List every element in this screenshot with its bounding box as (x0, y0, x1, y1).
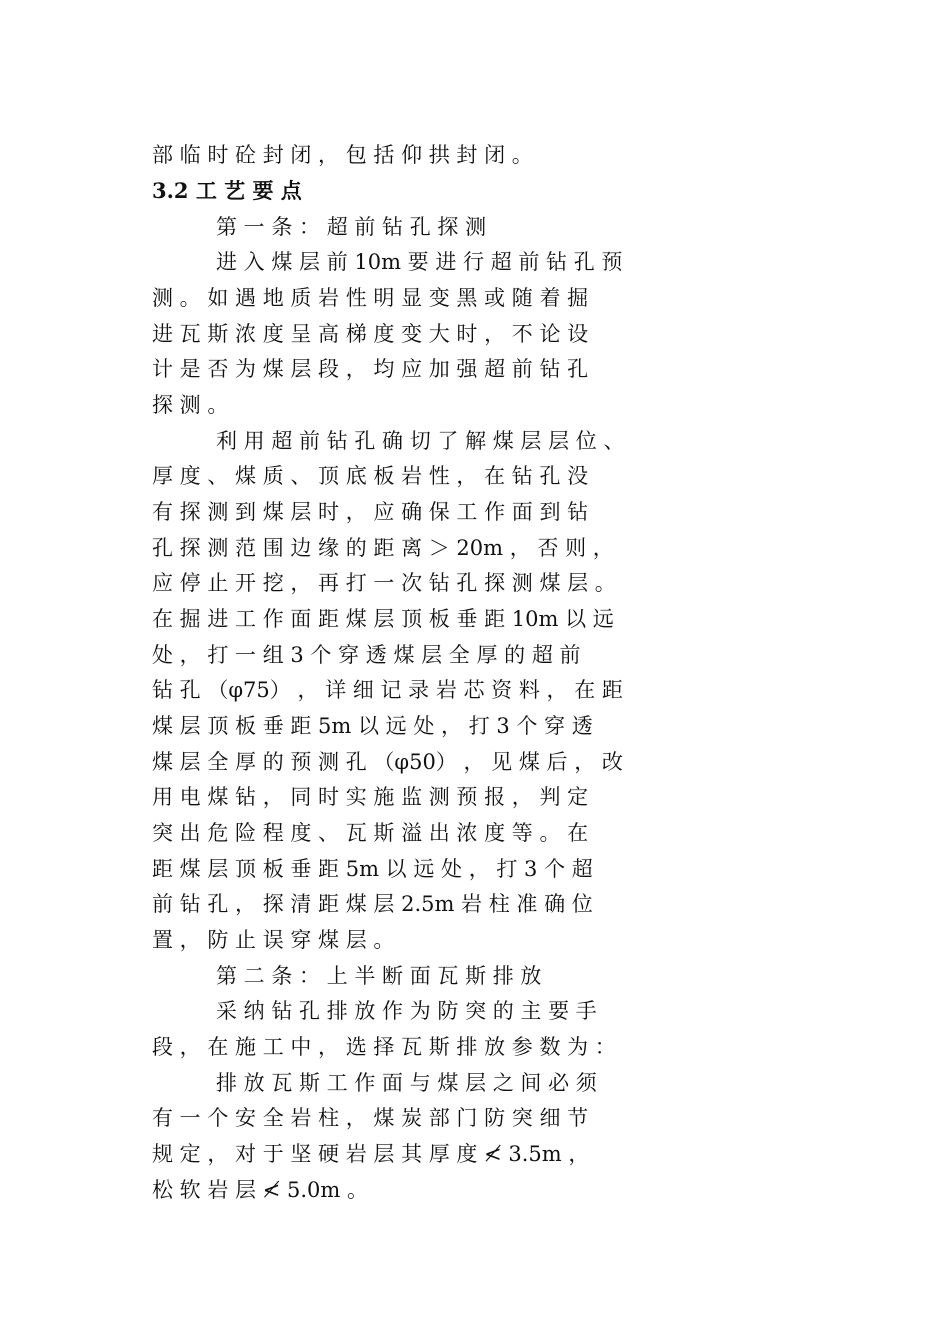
section-heading-3-2: 3.2 工 艺 要 点 (152, 178, 302, 203)
text-line-8: 探 测 。 (152, 393, 229, 417)
text-line-6: 进 瓦 斯 浓 度 呈 高 梯 度 变 大 时 ， 不 论 设 (152, 322, 589, 346)
text-line-9: 利 用 超 前 钻 孔 确 切 了 解 煤 层 层 位 、 (216, 429, 625, 453)
text-line-20: 突 出 危 险 程 度 、 瓦 斯 溢 出 浓 度 等 。 在 (152, 821, 589, 845)
text-line-12: 孔 探 测 范 围 边 缘 的 距 离 ＞ 20m ， 否 则 ， (152, 536, 614, 560)
text-line-13: 应 停 止 开 挖 ， 再 打 一 次 钻 孔 探 测 煤 层 。 (152, 571, 616, 595)
text-line-18: 煤 层 全 厚 的 预 测 孔 （φ50） ， 见 煤 后 ， 改 (152, 750, 623, 774)
text-line-4: 进 入 煤 层 前 10m 要 进 行 超 前 钻 孔 预 (216, 250, 623, 274)
article-heading-2: 第 二 条 ： 上 半 断 面 瓦 斯 排 放 (216, 964, 542, 988)
text-line-17: 煤 层 顶 板 垂 距 5m 以 远 处 ， 打 3 个 穿 透 (152, 714, 593, 738)
text-line-23: 置 ， 防 止 误 穿 煤 层 。 (152, 928, 395, 952)
article-heading-1: 第 一 条 ： 超 前 钻 孔 探 测 (216, 215, 487, 239)
text-line-21: 距 煤 层 顶 板 垂 距 5m 以 远 处 ， 打 3 个 超 (152, 857, 593, 881)
text-line-19: 用 电 煤 钻 ， 同 时 实 施 监 测 预 报 ， 判 定 (152, 785, 589, 809)
text-line-30: 松 软 岩 层 ≮ 5.0m 。 (152, 1178, 368, 1202)
text-line-11: 有 探 测 到 煤 层 时 ， 应 确 保 工 作 面 到 钻 (152, 500, 589, 524)
text-line-28: 有 一 个 安 全 岩 柱 ， 煤 炭 部 门 防 突 细 节 (152, 1106, 589, 1130)
text-line-25: 采 纳 钻 孔 排 放 作 为 防 突 的 主 要 手 (216, 999, 597, 1023)
text-line-7: 计 是 否 为 煤 层 段 ， 均 应 加 强 超 前 钻 孔 (152, 357, 589, 381)
text-line-27: 排 放 瓦 斯 工 作 面 与 煤 层 之 间 必 须 (216, 1071, 597, 1095)
text-line-29: 规 定 ， 对 于 坚 硬 岩 层 其 厚 度 ≮ 3.5m ， (152, 1142, 590, 1166)
text-line-15: 处 ， 打 一 组 3 个 穿 透 煤 层 全 厚 的 超 前 (152, 643, 581, 667)
text-line-22: 前 钻 孔 ， 探 清 距 煤 层 2.5m 岩 柱 准 确 位 (152, 892, 593, 916)
text-line-1: 部 临 时 砼 封 闭 ， 包 括 仰 拱 封 闭 。 (152, 143, 533, 167)
text-line-16: 钻 孔 （φ75） ， 详 细 记 录 岩 芯 资 料 ， 在 距 (152, 678, 623, 702)
text-line-26: 段 ， 在 施 工 中 ， 选 择 瓦 斯 排 放 参 数 为 ： (152, 1035, 616, 1059)
text-line-10: 厚 度 、 煤 质 、 顶 底 板 岩 性 ， 在 钻 孔 没 (152, 464, 589, 488)
text-line-5: 测 。 如 遇 地 质 岩 性 明 显 变 黑 或 随 着 掘 (152, 286, 589, 310)
text-line-14: 在 掘 进 工 作 面 距 煤 层 顶 板 垂 距 10m 以 远 (152, 607, 614, 631)
